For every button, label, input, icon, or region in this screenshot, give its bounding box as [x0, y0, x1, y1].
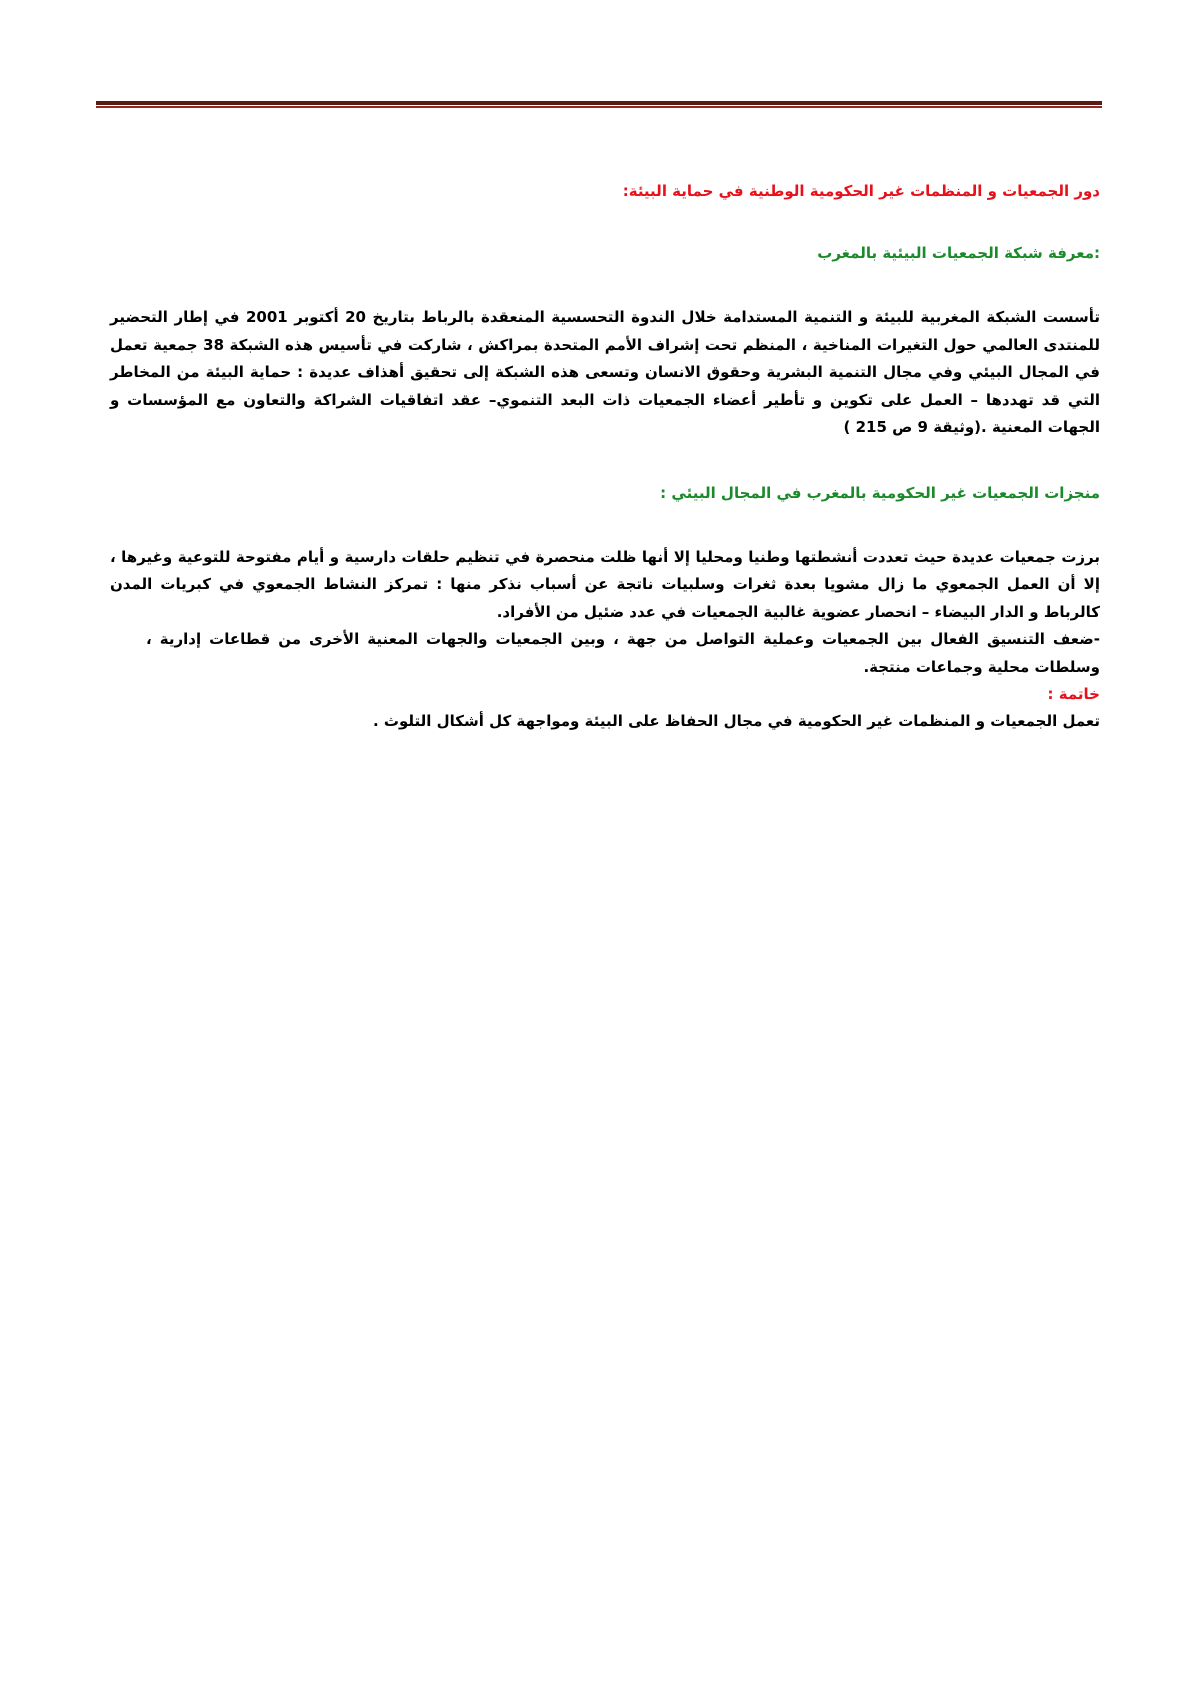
conclusion-text: تعمل الجمعيات و المنظمات غير الحكومية في مجال الحفاظ على البيئة ومواجهة كل أشكال التلوث .: [372, 712, 1100, 730]
document-body: [110, 180, 1100, 735]
subsection-heading-achievements: منجزات الجمعيات غير الحكومية بالمغرب في المجال البيئي :: [660, 483, 1100, 502]
header-rule-thin: [96, 106, 1102, 108]
section-title: دور الجمعيات و المنظمات غير الحكومية الوطنية في حماية البيئة:: [622, 182, 1100, 200]
achievements-paragraph: برزت جمعيات عديدة حيث تعددت أنشطتها وطنيا ومحليا إلا أنها ظلت منحصرة في تنظيم حلقات دارسية و أيام مفتوحة للتوعية وغيرها ، إلا أن العمل الجمعوي ما زال مشويا بعدة ثغرات وسلبيات ناتجة عن أسباب نذكر منها : تمركز النشاط الجمعوي في كبريات المدن كالرباط و الدار البيضاء – انحصار عضوية غالبية الجمعيات في عدد ضئيل من الأفراد.: [110, 547, 1100, 621]
subsection-heading-network: :معرفة شبكة الجمعيات البيئية بالمغرب: [817, 244, 1100, 262]
conclusion-heading: خاتمة :: [1047, 685, 1100, 703]
achievements-paragraph-continued: -ضعف التنسيق الفعال بين الجمعيات وعملية التواصل من جهة ، وبين الجمعيات والجهات المعنية الأخرى من قطاعات إدارية ، وسلطات محلية وجماعات منتجة.: [146, 630, 1100, 676]
network-paragraph: تأسست الشبكة المغربية للبيئة و التنمية المستدامة خلال الندوة التحسسية المنعقدة بالرباط بتاريخ 20 أكتوبر 2001 في إطار التحضير للمنتدى العالمي حول التغيرات المناخية ، المنظم تحت إشراف الأمم المتحدة بمراكش ، شاركت في تأسيس هذه الشبكة 38 جمعية تعمل في المجال البيئي وفي مجال التنمية البشرية وحقوق الانسان وتسعى هذه الشبكة إلى تحقيق أهذاف عديدة : حماية البيئة من المخاطر التي قد تهددها – العمل على تكوين و تأطير أعضاء الجمعيات ذات البعد التنموي– عقد اتفاقيات الشراكة والتعاون مع المؤسسات و الجهات المعنية .(وثيقة 9 ص 215 ): [110, 308, 1100, 436]
header-rule-thick: [96, 101, 1102, 105]
